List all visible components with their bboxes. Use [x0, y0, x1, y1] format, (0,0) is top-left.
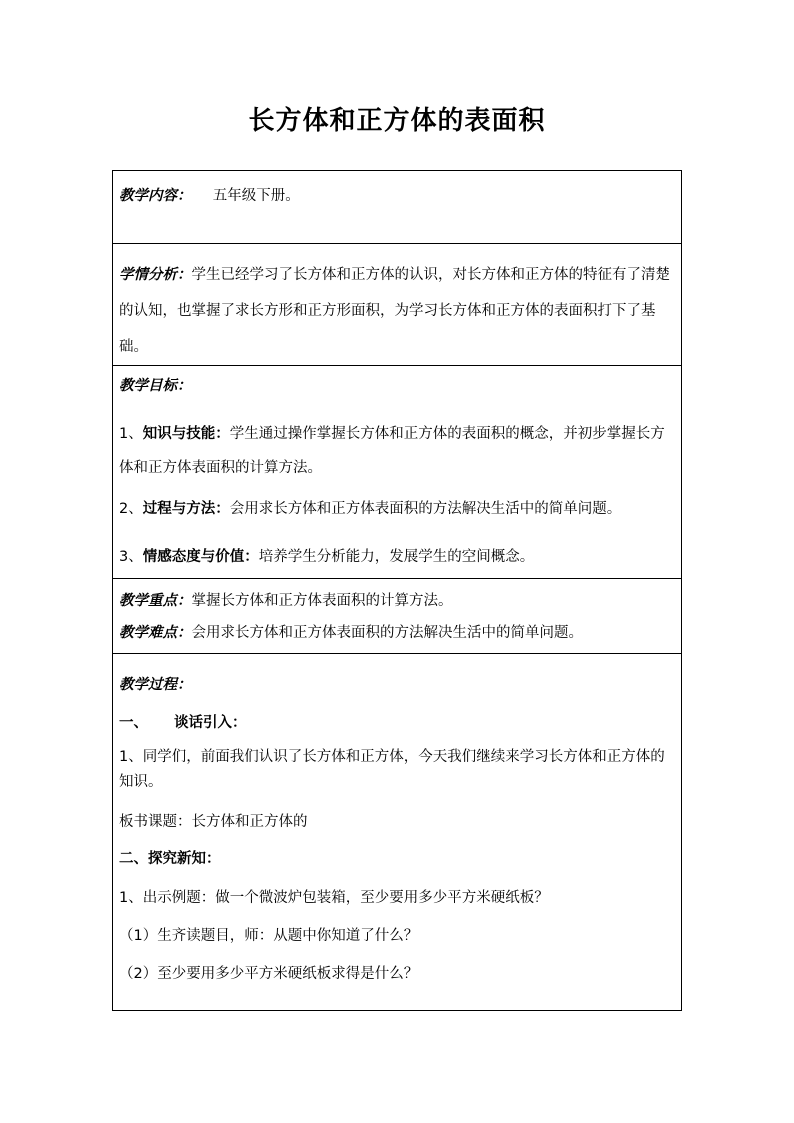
section-two-title: 二、探究新知：	[119, 851, 221, 867]
situation-analysis-text: 学生已经学习了长方体和正方体的认识，对长方体和正方体的特征有了清楚的认知，也掌握了求长方形和正方形面积，为学习长方体和正方体的表面积打下了基础。	[119, 267, 670, 355]
document-title: 长方体和正方体的表面积	[248, 106, 546, 136]
goal-prefix: 2、	[119, 501, 143, 517]
difficulty-label: 教学难点：	[119, 624, 192, 641]
goal-item	[119, 417, 675, 485]
teaching-goals-label: 教学目标：	[119, 377, 192, 394]
difficulty-text: 会用求长方体和正方体表面积的方法解决生活中的简单问题。	[191, 625, 583, 641]
situation-analysis-label: 学情分析：	[119, 266, 192, 283]
goal-item	[119, 497, 675, 521]
goal-text: 学生通过操作掌握长方体和正方体的表面积的概念，并初步掌握长方体和正方体表面积的计算方法。	[119, 426, 665, 476]
sub-question-2: （2）至少要用多少平方米硬纸板求得是什么？	[119, 966, 419, 982]
row-teaching-process	[113, 654, 682, 1011]
sub-question-1: （1）生齐读题目，师：从题中你知道了什么？	[119, 928, 419, 944]
row-teaching-content	[113, 171, 682, 244]
section-one-title: 谈话引入：	[174, 715, 247, 731]
goal-text: 培养学生分析能力，发展学生的空间概念。	[258, 549, 535, 565]
goal-label: 情感态度与价值：	[142, 549, 259, 565]
cell-key-points	[113, 579, 682, 654]
goal-label: 过程与方法：	[142, 501, 230, 517]
section-one-prefix: 一、	[119, 715, 148, 731]
board-title-line: 板书课题：长方体和正方体的	[119, 814, 308, 830]
goal-prefix: 3、	[119, 549, 143, 565]
goal-prefix: 1、	[119, 426, 143, 442]
goal-label: 知识与技能：	[142, 426, 230, 442]
key-point-label: 教学重点：	[119, 592, 192, 609]
teaching-process-label: 教学过程：	[119, 676, 192, 693]
goal-item	[119, 545, 675, 569]
cell-teaching-content	[113, 171, 682, 244]
cell-situation-analysis	[113, 244, 682, 366]
intro-paragraph: 1、同学们，前面我们认识了长方体和正方体，今天我们继续来学习长方体和正方体的知识。	[119, 749, 665, 790]
teaching-content-label: 教学内容：	[119, 187, 192, 204]
row-teaching-goals	[113, 366, 682, 579]
example-question: 1、出示例题：做一个微波炉包装箱，至少要用多少平方米硬纸板？	[119, 890, 549, 906]
key-point-text: 掌握长方体和正方体表面积的计算方法。	[191, 593, 453, 609]
row-key-points	[113, 579, 682, 654]
row-situation-analysis	[113, 244, 682, 366]
teaching-content-value: 五年级下册。	[212, 188, 300, 204]
lesson-plan-table	[112, 170, 682, 1011]
goal-text: 会用求长方体和正方体表面积的方法解决生活中的简单问题。	[229, 501, 622, 517]
cell-teaching-goals	[113, 366, 682, 579]
cell-teaching-process	[113, 654, 682, 1011]
